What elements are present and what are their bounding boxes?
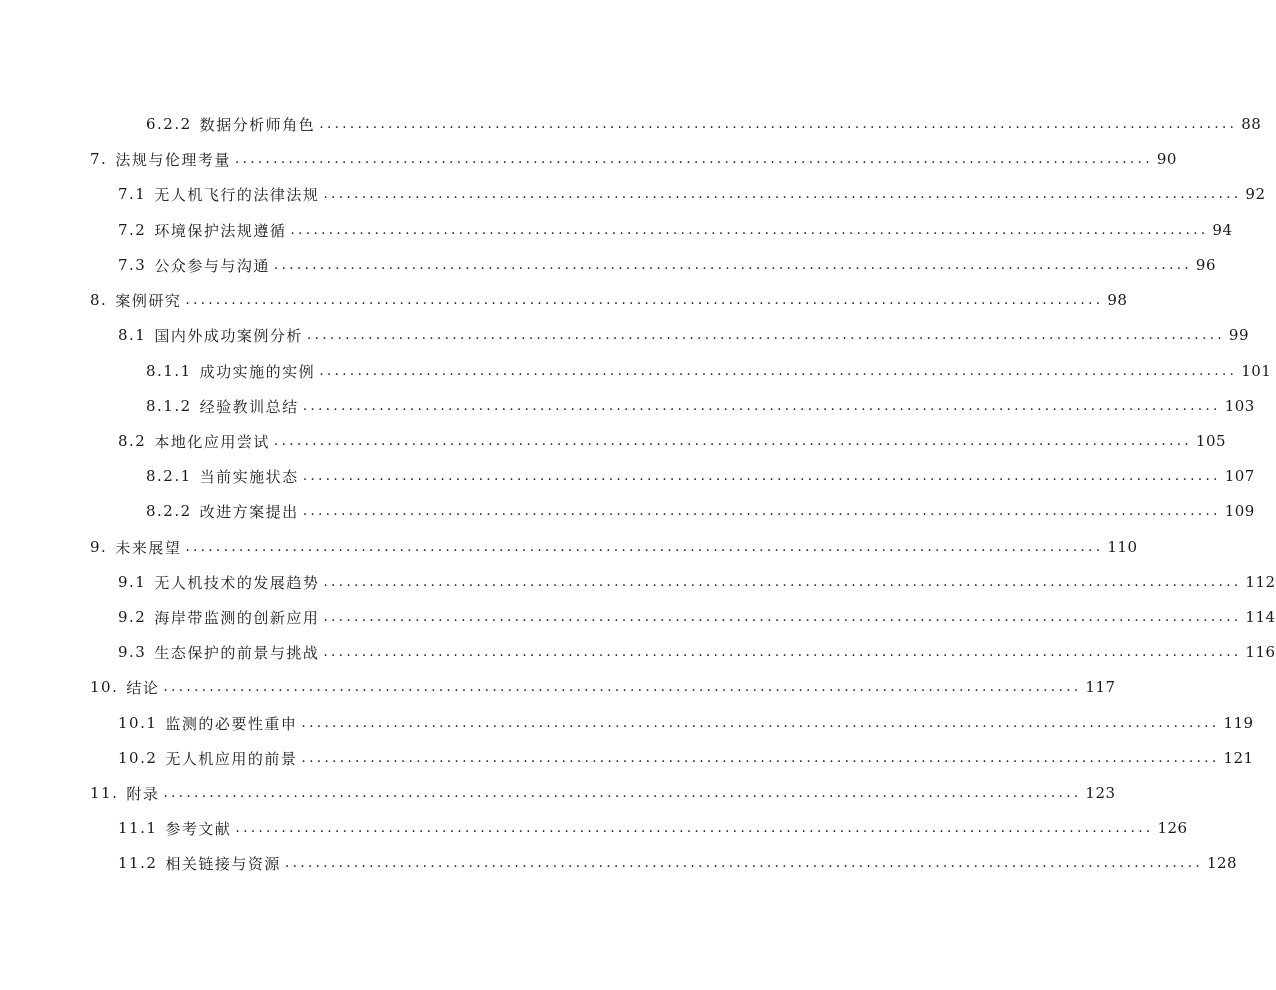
toc-number: 11.1 xyxy=(118,819,158,837)
toc-title: 法规与伦理考量 xyxy=(115,150,231,169)
dot-leader: ........................................................................................................................ xyxy=(306,327,1225,343)
toc-number: 9.1 xyxy=(118,573,147,591)
toc-entry[interactable] xyxy=(0,675,1116,710)
toc-number: 10.2 xyxy=(118,749,158,767)
toc-title: 本地化应用尝试 xyxy=(154,432,270,451)
toc-page-number: 121 xyxy=(1223,749,1254,767)
toc-page-number: 105 xyxy=(1195,432,1227,450)
toc-page-number: 117 xyxy=(1085,678,1116,696)
toc-title: 环境保护法规遵循 xyxy=(154,221,287,240)
toc-number: 8.2.1 xyxy=(146,467,192,485)
toc-page-number: 128 xyxy=(1206,854,1238,872)
toc-number: 8.2 xyxy=(118,432,147,450)
dot-leader: ........................................................................................................................ xyxy=(301,715,1220,731)
toc-page-number: 101 xyxy=(1241,362,1272,380)
toc-number: 9.3 xyxy=(118,643,147,661)
toc-page-number: 123 xyxy=(1085,784,1116,802)
toc-entry[interactable] xyxy=(0,499,1255,534)
toc-number: 7. xyxy=(90,150,108,168)
toc-number: 8. xyxy=(90,291,108,309)
toc-entry[interactable] xyxy=(0,605,1276,640)
dot-leader: ........................................................................................................................ xyxy=(323,574,1242,590)
toc-number: 8.1 xyxy=(118,326,147,344)
toc-entry[interactable] xyxy=(0,535,1138,570)
dot-leader: ........................................................................................................................ xyxy=(301,750,1220,766)
toc-entry[interactable] xyxy=(0,711,1254,746)
dot-leader: ........................................................................................................................ xyxy=(319,116,1238,132)
toc-entry[interactable] xyxy=(0,570,1276,605)
toc-number: 6.2.2 xyxy=(146,115,192,133)
toc-title: 无人机飞行的法律法规 xyxy=(154,185,320,204)
toc-number: 7.1 xyxy=(118,185,147,203)
dot-leader: ........................................................................................................................ xyxy=(185,292,1104,308)
toc-number: 10.1 xyxy=(118,714,158,732)
dot-leader: ........................................................................................................................ xyxy=(163,785,1082,801)
toc-page-number: 112 xyxy=(1245,573,1276,591)
toc-entry[interactable] xyxy=(0,288,1128,323)
toc-page-number: 119 xyxy=(1223,714,1254,732)
toc-page-number: 88 xyxy=(1241,115,1262,133)
toc-entry[interactable] xyxy=(0,253,1216,288)
toc-title: 相关链接与资源 xyxy=(165,854,281,873)
toc-entry[interactable] xyxy=(0,218,1233,253)
toc-number: 9.2 xyxy=(118,608,147,626)
dot-leader: ........................................................................................................................ xyxy=(185,539,1104,555)
toc-page-number: 98 xyxy=(1107,291,1128,309)
toc-title: 结论 xyxy=(126,678,160,697)
toc-entry[interactable] xyxy=(0,851,1238,886)
toc-title: 改进方案提出 xyxy=(199,502,299,521)
toc-page-number: 90 xyxy=(1156,150,1177,168)
toc-title: 公众参与与沟通 xyxy=(154,256,270,275)
toc-number: 7.2 xyxy=(118,221,147,239)
dot-leader: ........................................................................................................................ xyxy=(302,398,1221,414)
dot-leader: ........................................................................................................................ xyxy=(323,644,1242,660)
toc-page-number: 92 xyxy=(1245,185,1266,203)
toc-entry[interactable] xyxy=(0,781,1116,816)
toc-entry[interactable] xyxy=(0,394,1255,429)
dot-leader: ........................................................................................................................ xyxy=(235,820,1154,836)
toc-number: 7.3 xyxy=(118,256,147,274)
toc-page-number: 110 xyxy=(1107,538,1138,556)
toc-title: 无人机技术的发展趋势 xyxy=(154,573,320,592)
toc-entry[interactable] xyxy=(0,182,1266,217)
toc-entry[interactable] xyxy=(0,746,1254,781)
toc-title: 国内外成功案例分析 xyxy=(154,326,303,345)
toc-entry[interactable] xyxy=(0,429,1227,464)
toc-title: 生态保护的前景与挑战 xyxy=(154,643,320,662)
toc-page-number: 116 xyxy=(1245,643,1276,661)
toc-entry[interactable] xyxy=(0,147,1177,182)
toc-entry[interactable] xyxy=(0,112,1262,147)
toc-title: 数据分析师角色 xyxy=(199,115,316,134)
toc-title: 海岸带监测的创新应用 xyxy=(154,608,320,627)
dot-leader: ........................................................................................................................ xyxy=(323,186,1242,202)
toc-entry[interactable] xyxy=(0,464,1255,499)
dot-leader: ........................................................................................................................ xyxy=(323,609,1242,625)
dot-leader: ........................................................................................................................ xyxy=(319,363,1238,379)
toc-number: 11. xyxy=(90,784,119,802)
toc-page-number: 109 xyxy=(1224,502,1255,520)
toc-entry[interactable] xyxy=(0,323,1249,358)
dot-leader: ........................................................................................................................ xyxy=(284,855,1203,871)
toc-number: 8.1.1 xyxy=(146,362,192,380)
toc-page-number: 107 xyxy=(1224,467,1255,485)
toc-title: 附录 xyxy=(126,784,160,803)
toc-title: 无人机应用的前景 xyxy=(165,749,298,768)
toc-page-number: 114 xyxy=(1245,608,1276,626)
dot-leader: ........................................................................................................................ xyxy=(163,679,1082,695)
toc-number: 8.1.2 xyxy=(146,397,192,415)
toc-title: 未来展望 xyxy=(115,538,182,557)
toc-title: 案例研究 xyxy=(115,291,182,310)
dot-leader: ........................................................................................................................ xyxy=(273,257,1192,273)
dot-leader: ........................................................................................................................ xyxy=(302,503,1221,519)
toc-title: 成功实施的实例 xyxy=(199,362,316,381)
toc-page-number: 99 xyxy=(1228,326,1249,344)
dot-leader: ........................................................................................................................ xyxy=(234,151,1153,167)
toc-number: 11.2 xyxy=(118,854,158,872)
dot-leader: ........................................................................................................................ xyxy=(302,468,1221,484)
toc-number: 10. xyxy=(90,678,119,696)
toc-title: 参考文献 xyxy=(165,819,232,838)
toc-page-number: 96 xyxy=(1195,256,1216,274)
toc-page-number: 94 xyxy=(1212,221,1233,239)
dot-leader: ........................................................................................................................ xyxy=(290,222,1209,238)
toc-entry[interactable] xyxy=(0,816,1188,851)
toc-number: 8.2.2 xyxy=(146,502,192,520)
toc-page-number: 103 xyxy=(1224,397,1255,415)
toc-entry[interactable] xyxy=(0,640,1276,675)
toc-title: 当前实施状态 xyxy=(199,467,299,486)
toc-title: 监测的必要性重申 xyxy=(165,714,298,733)
toc-page-number: 126 xyxy=(1157,819,1188,837)
toc-number: 9. xyxy=(90,538,108,556)
toc-entry[interactable] xyxy=(0,359,1272,394)
toc-title: 经验教训总结 xyxy=(199,397,299,416)
dot-leader: ........................................................................................................................ xyxy=(273,433,1192,449)
